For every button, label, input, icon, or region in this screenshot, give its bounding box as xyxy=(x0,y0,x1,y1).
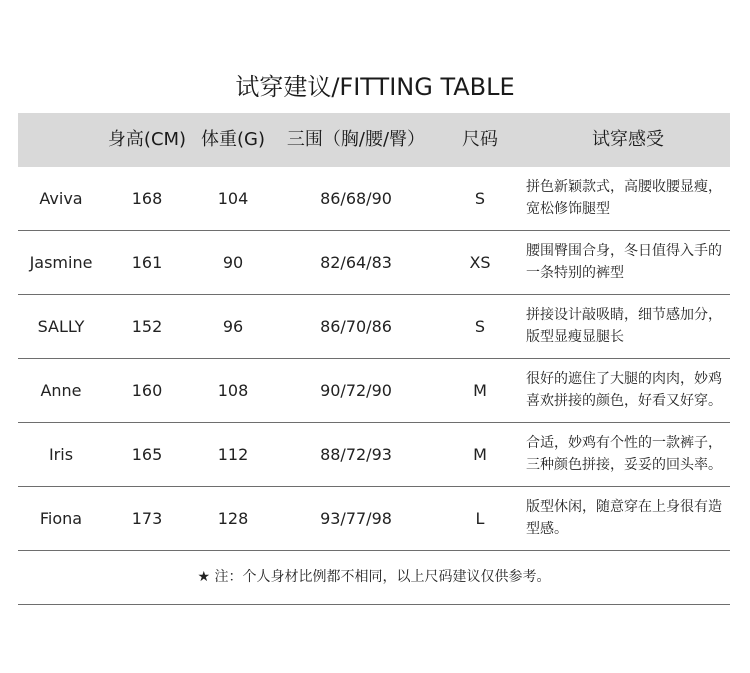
cell-weight: 90 xyxy=(222,253,244,272)
cell-feedback: 版型休闲，随意穿在上身很有造型感。 xyxy=(526,499,722,537)
cell-measurements: 82/64/83 xyxy=(320,253,392,272)
cell-measurements: 86/68/90 xyxy=(320,189,392,208)
cell-height: 173 xyxy=(131,509,163,528)
cell-name: Aviva xyxy=(39,189,83,208)
cell-weight: 112 xyxy=(217,445,249,464)
header-weight: 体重(G) xyxy=(201,129,265,150)
cell-size: L xyxy=(475,509,485,528)
cell-feedback: 腰围臀围合身，冬日值得入手的一条特别的裤型 xyxy=(526,243,722,281)
cell-feedback: 拼色新颖款式，高腰收腰显瘦，宽松修饰腿型 xyxy=(526,179,722,217)
table-header-row xyxy=(18,113,730,167)
table-row xyxy=(18,359,730,423)
cell-feedback: 很好的遮住了大腿的肉肉，妙鸡喜欢拼接的颜色，好看又好穿。 xyxy=(526,371,722,409)
cell-height: 160 xyxy=(131,381,163,400)
footnote: ★ 注：个人身材比例都不相同，以上尺码建议仅供参考。 xyxy=(197,569,551,585)
note-row xyxy=(18,551,730,605)
cell-size: S xyxy=(474,189,486,208)
cell-height: 165 xyxy=(131,445,163,464)
cell-measurements: 86/70/86 xyxy=(320,317,392,336)
cell-size: XS xyxy=(469,253,491,272)
header-feedback: 试穿感受 xyxy=(592,129,664,150)
cell-height: 152 xyxy=(131,317,163,336)
table-row xyxy=(18,167,730,231)
cell-name: Anne xyxy=(40,381,82,400)
table-row xyxy=(18,423,730,487)
cell-size: S xyxy=(474,317,486,336)
header-size: 尺码 xyxy=(462,129,498,150)
cell-measurements: 90/72/90 xyxy=(320,381,392,400)
cell-measurements: 93/77/98 xyxy=(320,509,392,528)
table-row xyxy=(18,231,730,295)
cell-weight: 108 xyxy=(217,381,249,400)
cell-weight: 128 xyxy=(217,509,249,528)
cell-name: Jasmine xyxy=(29,253,93,272)
cell-measurements: 88/72/93 xyxy=(320,445,392,464)
page-title: 试穿建议/FITTING TABLE xyxy=(235,73,515,101)
cell-size: M xyxy=(473,381,487,400)
cell-name: Iris xyxy=(48,445,74,464)
cell-weight: 104 xyxy=(217,189,249,208)
cell-feedback: 合适，妙鸡有个性的一款裤子，三种颜色拼接，妥妥的回头率。 xyxy=(526,435,722,473)
cell-feedback: 拼接设计敲吸睛，细节感加分，版型显瘦显腿长 xyxy=(526,307,722,345)
cell-name: Fiona xyxy=(39,509,83,528)
header-measurements: 三围（胸/腰/臀） xyxy=(286,129,426,150)
header-height: 身高(CM) xyxy=(107,129,187,150)
cell-size: M xyxy=(473,445,487,464)
table-row xyxy=(18,487,730,551)
cell-name: SALLY xyxy=(37,317,85,336)
fitting-table xyxy=(18,113,730,605)
table-row xyxy=(18,295,730,359)
cell-height: 161 xyxy=(131,253,163,272)
cell-weight: 96 xyxy=(222,317,244,336)
cell-height: 168 xyxy=(131,189,163,208)
